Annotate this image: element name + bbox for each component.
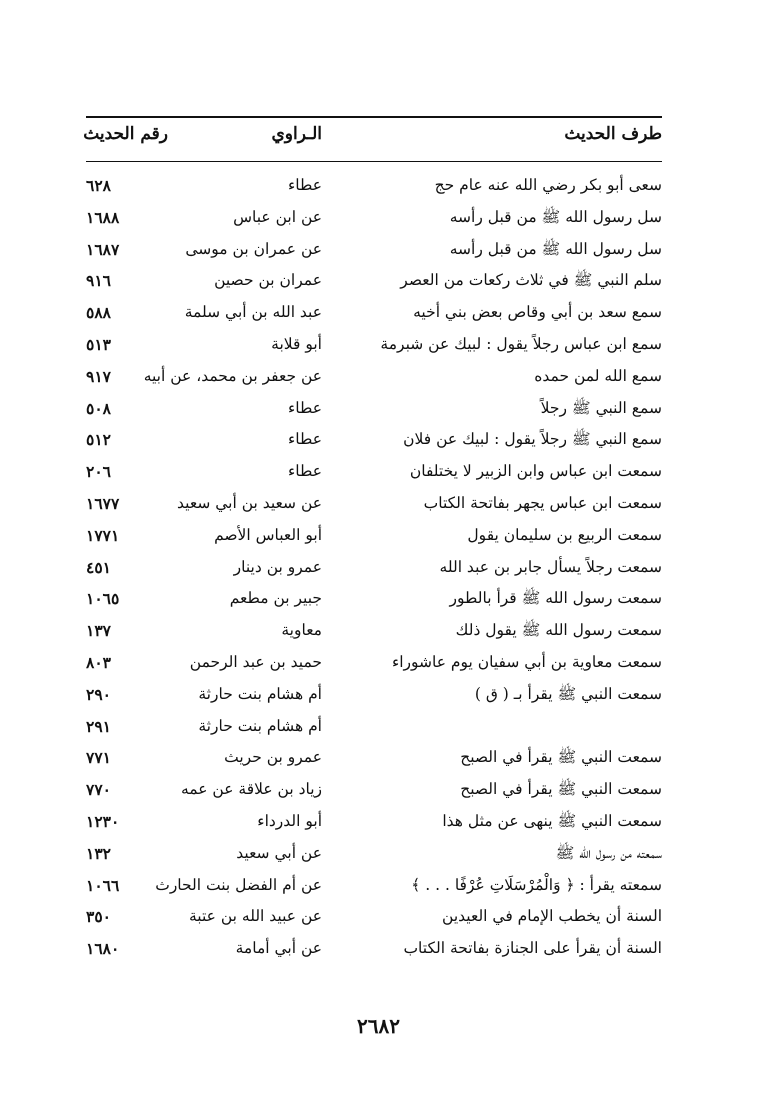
- table-row: [86, 901, 662, 933]
- hadith-text: سمعته يقرأ : ﴿ وَالْمُرْسَلَاتِ عُرْفًا . . . ﴾: [411, 875, 662, 894]
- hadith-number: ١٠٦٥: [86, 589, 120, 609]
- header-narrator: الـراوي: [271, 124, 322, 144]
- hadith-text: سمعت معاوية بن أبي سفيان يوم عاشوراء: [391, 652, 662, 671]
- table-row: [86, 297, 662, 329]
- table-row: [86, 265, 662, 297]
- narrator: عن أم الفضل بنت الحارث: [155, 875, 322, 894]
- table-row: [86, 742, 662, 774]
- hadith-number: ١٦٨٠: [86, 939, 120, 959]
- narrator: أبو العباس الأصم: [214, 525, 322, 544]
- hadith-number: ١٧٧١: [86, 525, 120, 545]
- hadith-number: ٥٨٨: [86, 303, 111, 323]
- narrator: عمرو بن حريث: [224, 748, 322, 767]
- hadith-text: السنة أن يقرأ على الجنازة بفاتحة الكتاب: [403, 939, 662, 958]
- table-row: [86, 711, 662, 743]
- hadith-number: ٩١٧: [86, 366, 111, 386]
- table-row: [86, 870, 662, 902]
- hadith-number: ٧٧١: [86, 748, 111, 768]
- narrator: عن عبيد الله بن عتبة: [189, 907, 322, 926]
- hadith-number: ٥٠٨: [86, 398, 111, 418]
- hadith-number: ١٠٦٦: [86, 875, 120, 895]
- narrator: عبد الله بن أبي سلمة: [184, 303, 322, 322]
- header-rule: [86, 161, 662, 162]
- narrator: أبو الدرداء: [257, 811, 322, 830]
- hadith-text: سمعت النبي ﷺ ينهى عن مثل هذا: [442, 811, 662, 830]
- table-row: [86, 393, 662, 425]
- hadith-text: سمع النبي ﷺ رجلاً: [540, 398, 662, 417]
- hadith-text: سل رسول الله ﷺ من قبل رأسه: [449, 207, 662, 226]
- index-table: [86, 170, 662, 965]
- table-row: [86, 329, 662, 361]
- narrator: عن سعيد بن أبي سعيد: [177, 493, 322, 512]
- top-rule: [86, 116, 662, 118]
- hadith-number: ١٢٣٠: [86, 811, 120, 831]
- table-row: [86, 520, 662, 552]
- hadith-text: سمعت النبي ﷺ يقرأ في الصبح: [460, 780, 662, 799]
- table-row: [86, 234, 662, 266]
- narrator: عطاء: [288, 430, 322, 449]
- hadith-number: ٩١٦: [86, 271, 111, 291]
- table-row: [86, 933, 662, 965]
- hadith-number: ٥١٣: [86, 334, 111, 354]
- page-number: ٢٦٨٢: [357, 1014, 400, 1038]
- hadith-text: سعى أبو بكر رضي الله عنه عام حج: [434, 176, 662, 194]
- narrator: جبير بن مطعم: [229, 589, 322, 608]
- hadith-text: سمعت النبي ﷺ يقرأ في الصبح: [460, 748, 662, 767]
- header-hadith-text: طرف الحديث: [564, 124, 662, 144]
- narrator: أم هشام بنت حارثة: [198, 716, 322, 735]
- hadith-text: سمعت ابن عباس وابن الزبير لا يختلفان: [409, 462, 662, 481]
- hadith-number: ١٣٢: [86, 843, 111, 863]
- narrator: عن أبي سعيد: [236, 843, 322, 862]
- hadith-text: سمع سعد بن أبي وقاص بعض بني أخيه: [413, 303, 662, 322]
- narrator: عطاء: [288, 176, 322, 194]
- hadith-text: سمع النبي ﷺ رجلاً يقول : لبيك عن فلان: [403, 430, 662, 449]
- narrator: حميد بن عبد الرحمن: [189, 652, 322, 671]
- table-row: [86, 647, 662, 679]
- table-row: [86, 774, 662, 806]
- table-row: [86, 202, 662, 234]
- narrator: عن أبي أمامة: [235, 939, 322, 958]
- narrator: زياد بن علاقة عن عمه: [180, 780, 322, 799]
- hadith-number: ١٦٨٨: [86, 207, 120, 227]
- hadith-text: سل رسول الله ﷺ من قبل رأسه: [449, 239, 662, 258]
- hadith-text: سمعته من رسول الله ﷺ: [555, 843, 662, 862]
- hadith-number: ٢٩١: [86, 716, 111, 736]
- table-row: [86, 552, 662, 584]
- hadith-text: سمعت الربيع بن سليمان يقول: [467, 525, 662, 544]
- table-row: [86, 170, 662, 202]
- narrator: معاوية: [281, 621, 322, 640]
- table-row: [86, 488, 662, 520]
- hadith-text: السنة أن يخطب الإمام في العيدين: [442, 907, 662, 926]
- hadith-text: سمع ابن عباس رجلاً يقول : لبيك عن شبرمة: [380, 334, 662, 353]
- hadith-text: سمعت رسول الله ﷺ قرأ بالطور: [449, 589, 662, 608]
- hadith-number: ٤٥١: [86, 557, 111, 577]
- table-row: [86, 806, 662, 838]
- hadith-number: ٦٢٨: [86, 176, 111, 195]
- narrator: عطاء: [288, 462, 322, 481]
- narrator: عطاء: [288, 398, 322, 417]
- header-hadith-number: رقم الحديث: [83, 124, 168, 144]
- hadith-text: سمعت رسول الله ﷺ يقول ذلك: [455, 621, 662, 640]
- hadith-number: ١٦٧٧: [86, 493, 120, 513]
- table-row: [86, 361, 662, 393]
- hadith-number: ٨٠٣: [86, 652, 111, 672]
- narrator: عمران بن حصين: [214, 271, 322, 290]
- table-row: [86, 583, 662, 615]
- hadith-text: سمع الله لمن حمده: [534, 366, 662, 385]
- hadith-text: سمعت ابن عباس يجهر بفاتحة الكتاب: [423, 493, 662, 512]
- table-header: [83, 124, 662, 154]
- hadith-number: ١٦٨٧: [86, 239, 120, 259]
- narrator: أم هشام بنت حارثة: [198, 684, 322, 703]
- hadith-number: ٥١٢: [86, 430, 111, 450]
- narrator: عن ابن عباس: [233, 207, 322, 226]
- hadith-text: سمعت النبي ﷺ يقرأ بـ ( ق ): [474, 684, 662, 703]
- narrator: عن عمران بن موسى: [185, 239, 322, 258]
- table-row: [86, 456, 662, 488]
- narrator: عن جعفر بن محمد، عن أبيه: [143, 366, 322, 385]
- table-row: [86, 679, 662, 711]
- hadith-text: سمعت رجلاً يسأل جابر بن عبد الله: [439, 557, 662, 576]
- hadith-number: ٧٧٠: [86, 780, 111, 800]
- hadith-number: ١٣٧: [86, 621, 111, 641]
- table-row: [86, 838, 662, 870]
- hadith-text: سلم النبي ﷺ في ثلاث ركعات من العصر: [400, 271, 662, 290]
- table-row: [86, 424, 662, 456]
- narrator: أبو قلابة: [271, 334, 322, 353]
- narrator: عمرو بن دينار: [233, 557, 322, 576]
- table-row: [86, 615, 662, 647]
- hadith-number: ٣٥٠: [86, 907, 111, 927]
- hadith-number: ٢٠٦: [86, 462, 111, 482]
- hadith-number: ٢٩٠: [86, 684, 111, 704]
